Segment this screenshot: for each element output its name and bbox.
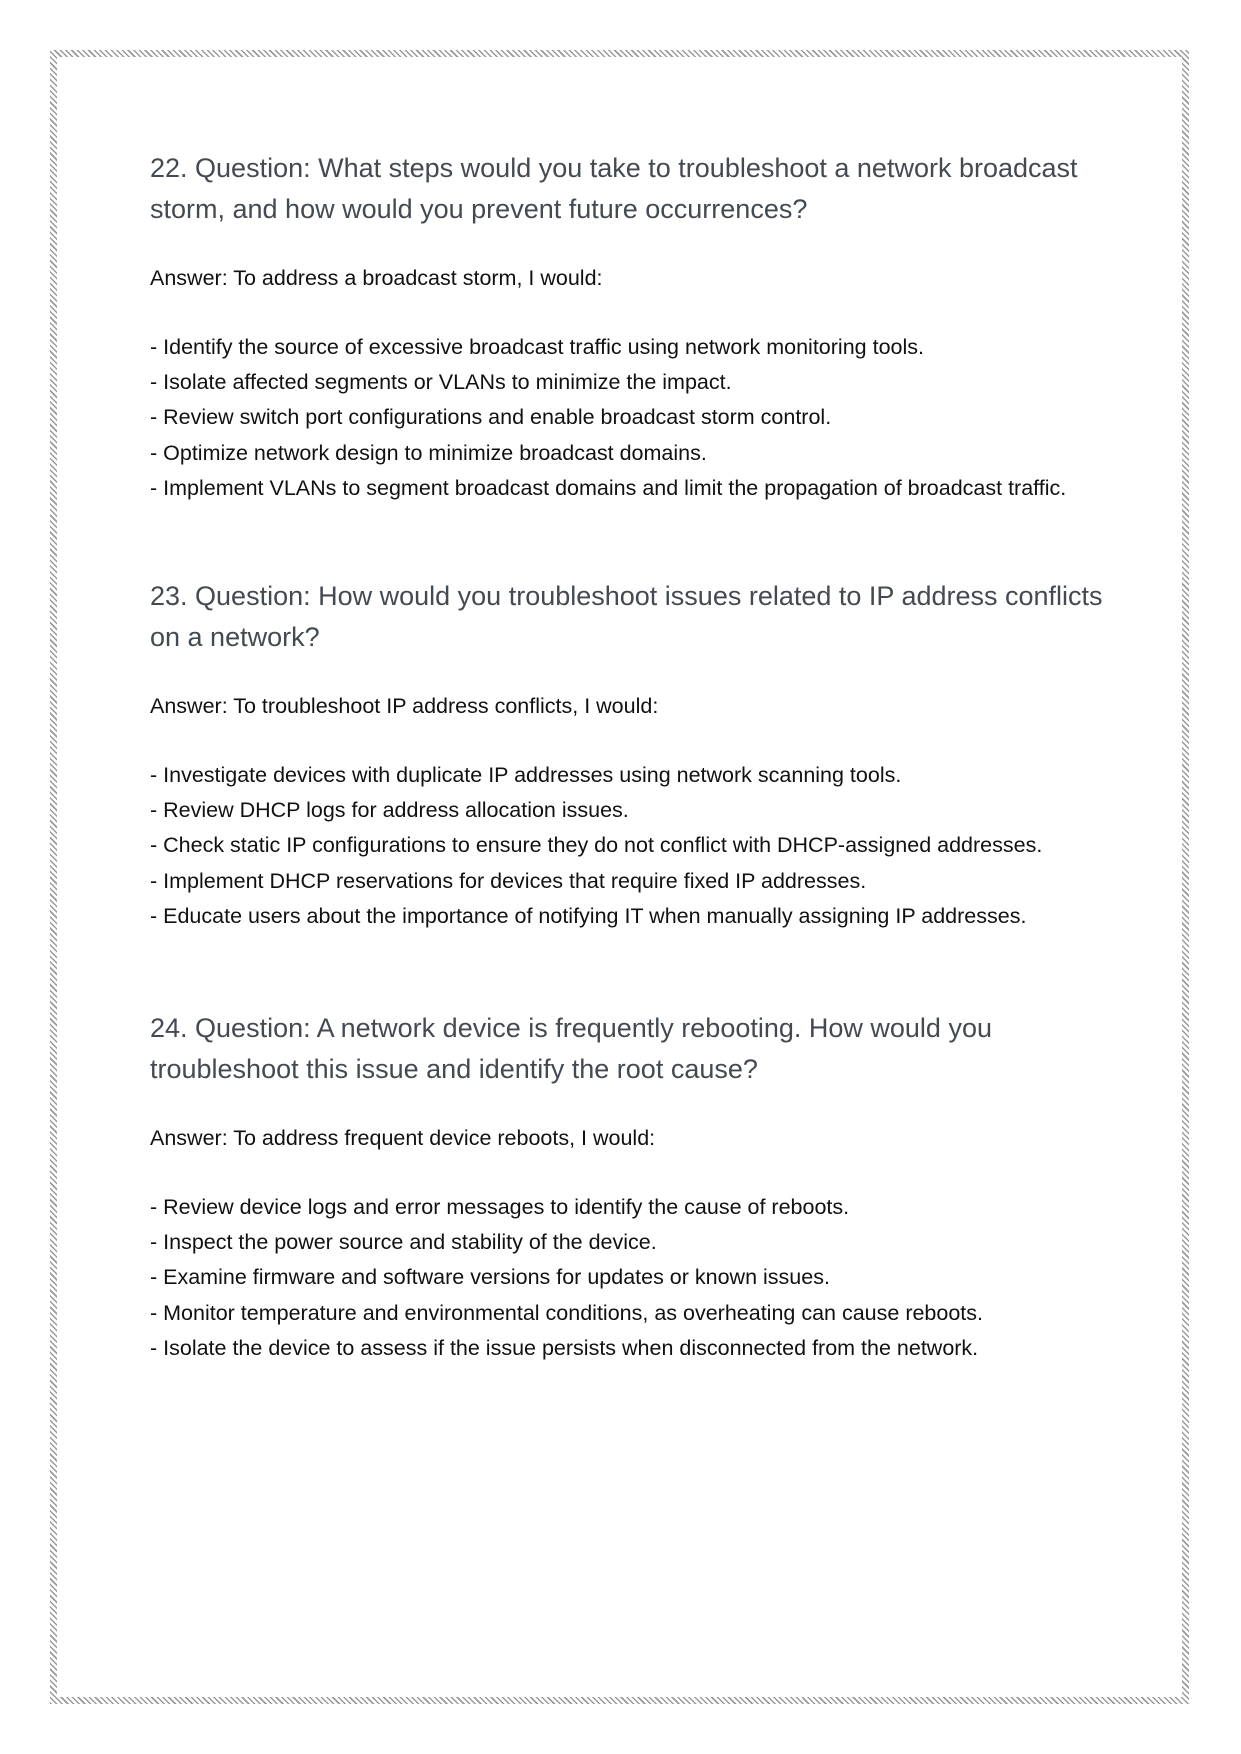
answer-step: - Educate users about the importance of notifying IT when manually assigning IP addresses.	[150, 903, 1027, 928]
document-content	[150, 148, 1110, 1366]
answer-step: - Examine firmware and software versions for updates or known issues.	[150, 1265, 830, 1290]
answer-step: - Implement DHCP reservations for devices that require fixed IP addresses.	[150, 868, 867, 893]
answer-step: - Identify the source of excessive broadcast traffic using network monitoring tools.	[150, 335, 924, 359]
answer-step: - Isolate the device to assess if the issue persists when disconnected from the network.	[150, 1335, 979, 1360]
answer-step: - Review switch port configurations and enable broadcast storm control.	[150, 405, 832, 430]
answer-step: - Monitor temperature and environmental conditions, as overheating can cause reboots.	[150, 1300, 983, 1325]
answer-intro: Answer: To address frequent device reboots, I would:	[150, 1126, 656, 1151]
answer-step: - Inspect the power source and stability of the device.	[150, 1230, 657, 1255]
answer-step-list	[150, 330, 1110, 506]
answer-step: - Isolate affected segments or VLANs to minimize the impact.	[150, 370, 732, 395]
answer-intro: Answer: To troubleshoot IP address conflicts, I would:	[150, 694, 659, 719]
answer-step-list	[150, 758, 1110, 934]
answer-step: - Review DHCP logs for address allocation issues.	[150, 798, 629, 823]
question-heading: 23. Question: How would you troubleshoot issues related to IP address conflicts on a network?	[150, 581, 1103, 653]
qa-section-24	[150, 1008, 1110, 1366]
answer-step-list	[150, 1190, 1110, 1366]
answer-step: - Optimize network design to minimize broadcast domains.	[150, 440, 707, 465]
answer-intro: Answer: To address a broadcast storm, I would:	[150, 266, 603, 290]
question-heading: 22. Question: What steps would you take to troubleshoot a network broadcast storm, and how would you prevent future occurrences?	[150, 153, 1078, 224]
qa-section-23	[150, 576, 1110, 934]
answer-step: - Review device logs and error messages to identify the cause of reboots.	[150, 1195, 850, 1220]
answer-step: - Check static IP configurations to ensure they do not conflict with DHCP-assigned addresses.	[150, 833, 1043, 858]
answer-step: - Investigate devices with duplicate IP addresses using network scanning tools.	[150, 763, 902, 788]
answer-step: - Implement VLANs to segment broadcast domains and limit the propagation of broadcast traffic.	[150, 475, 1067, 500]
question-heading: 24. Question: A network device is frequently rebooting. How would you troubleshoot this issue and identify the root cause?	[150, 1013, 992, 1085]
qa-section-22	[150, 148, 1110, 506]
